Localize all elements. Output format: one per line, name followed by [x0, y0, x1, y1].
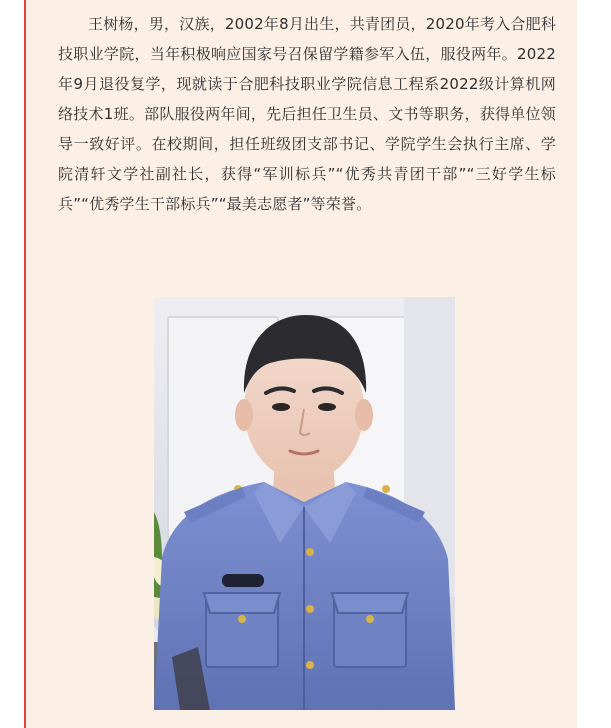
uniform-button	[306, 661, 314, 669]
article-card	[24, 0, 577, 728]
uniform-button	[306, 605, 314, 613]
portrait-illustration	[154, 297, 455, 710]
portrait-photo	[154, 297, 455, 710]
uniform-button	[306, 548, 314, 556]
name-badge	[222, 574, 264, 587]
article-paragraph: 王树杨，男，汉族，2002年8月出生，共青团员，2020年考入合肥科技职业学院，当年积极响应国家号召保留学籍参军入伍，服役两年。2022年9月退役复学，现就读于合肥科技职业学院信息工程系2022级计算机网络技术1班。部队服役两年间，先后担任卫生员、文书等职务，获得单位领导一致好评。在校期间，担任班级团支部书记、学院学生会执行主席、学院清轩文学社副社长，获得“军训标兵”“优秀共青团干部”“三好学生标兵”“优秀学生干部标兵”“最美志愿者”等荣誉。	[58, 15, 556, 213]
